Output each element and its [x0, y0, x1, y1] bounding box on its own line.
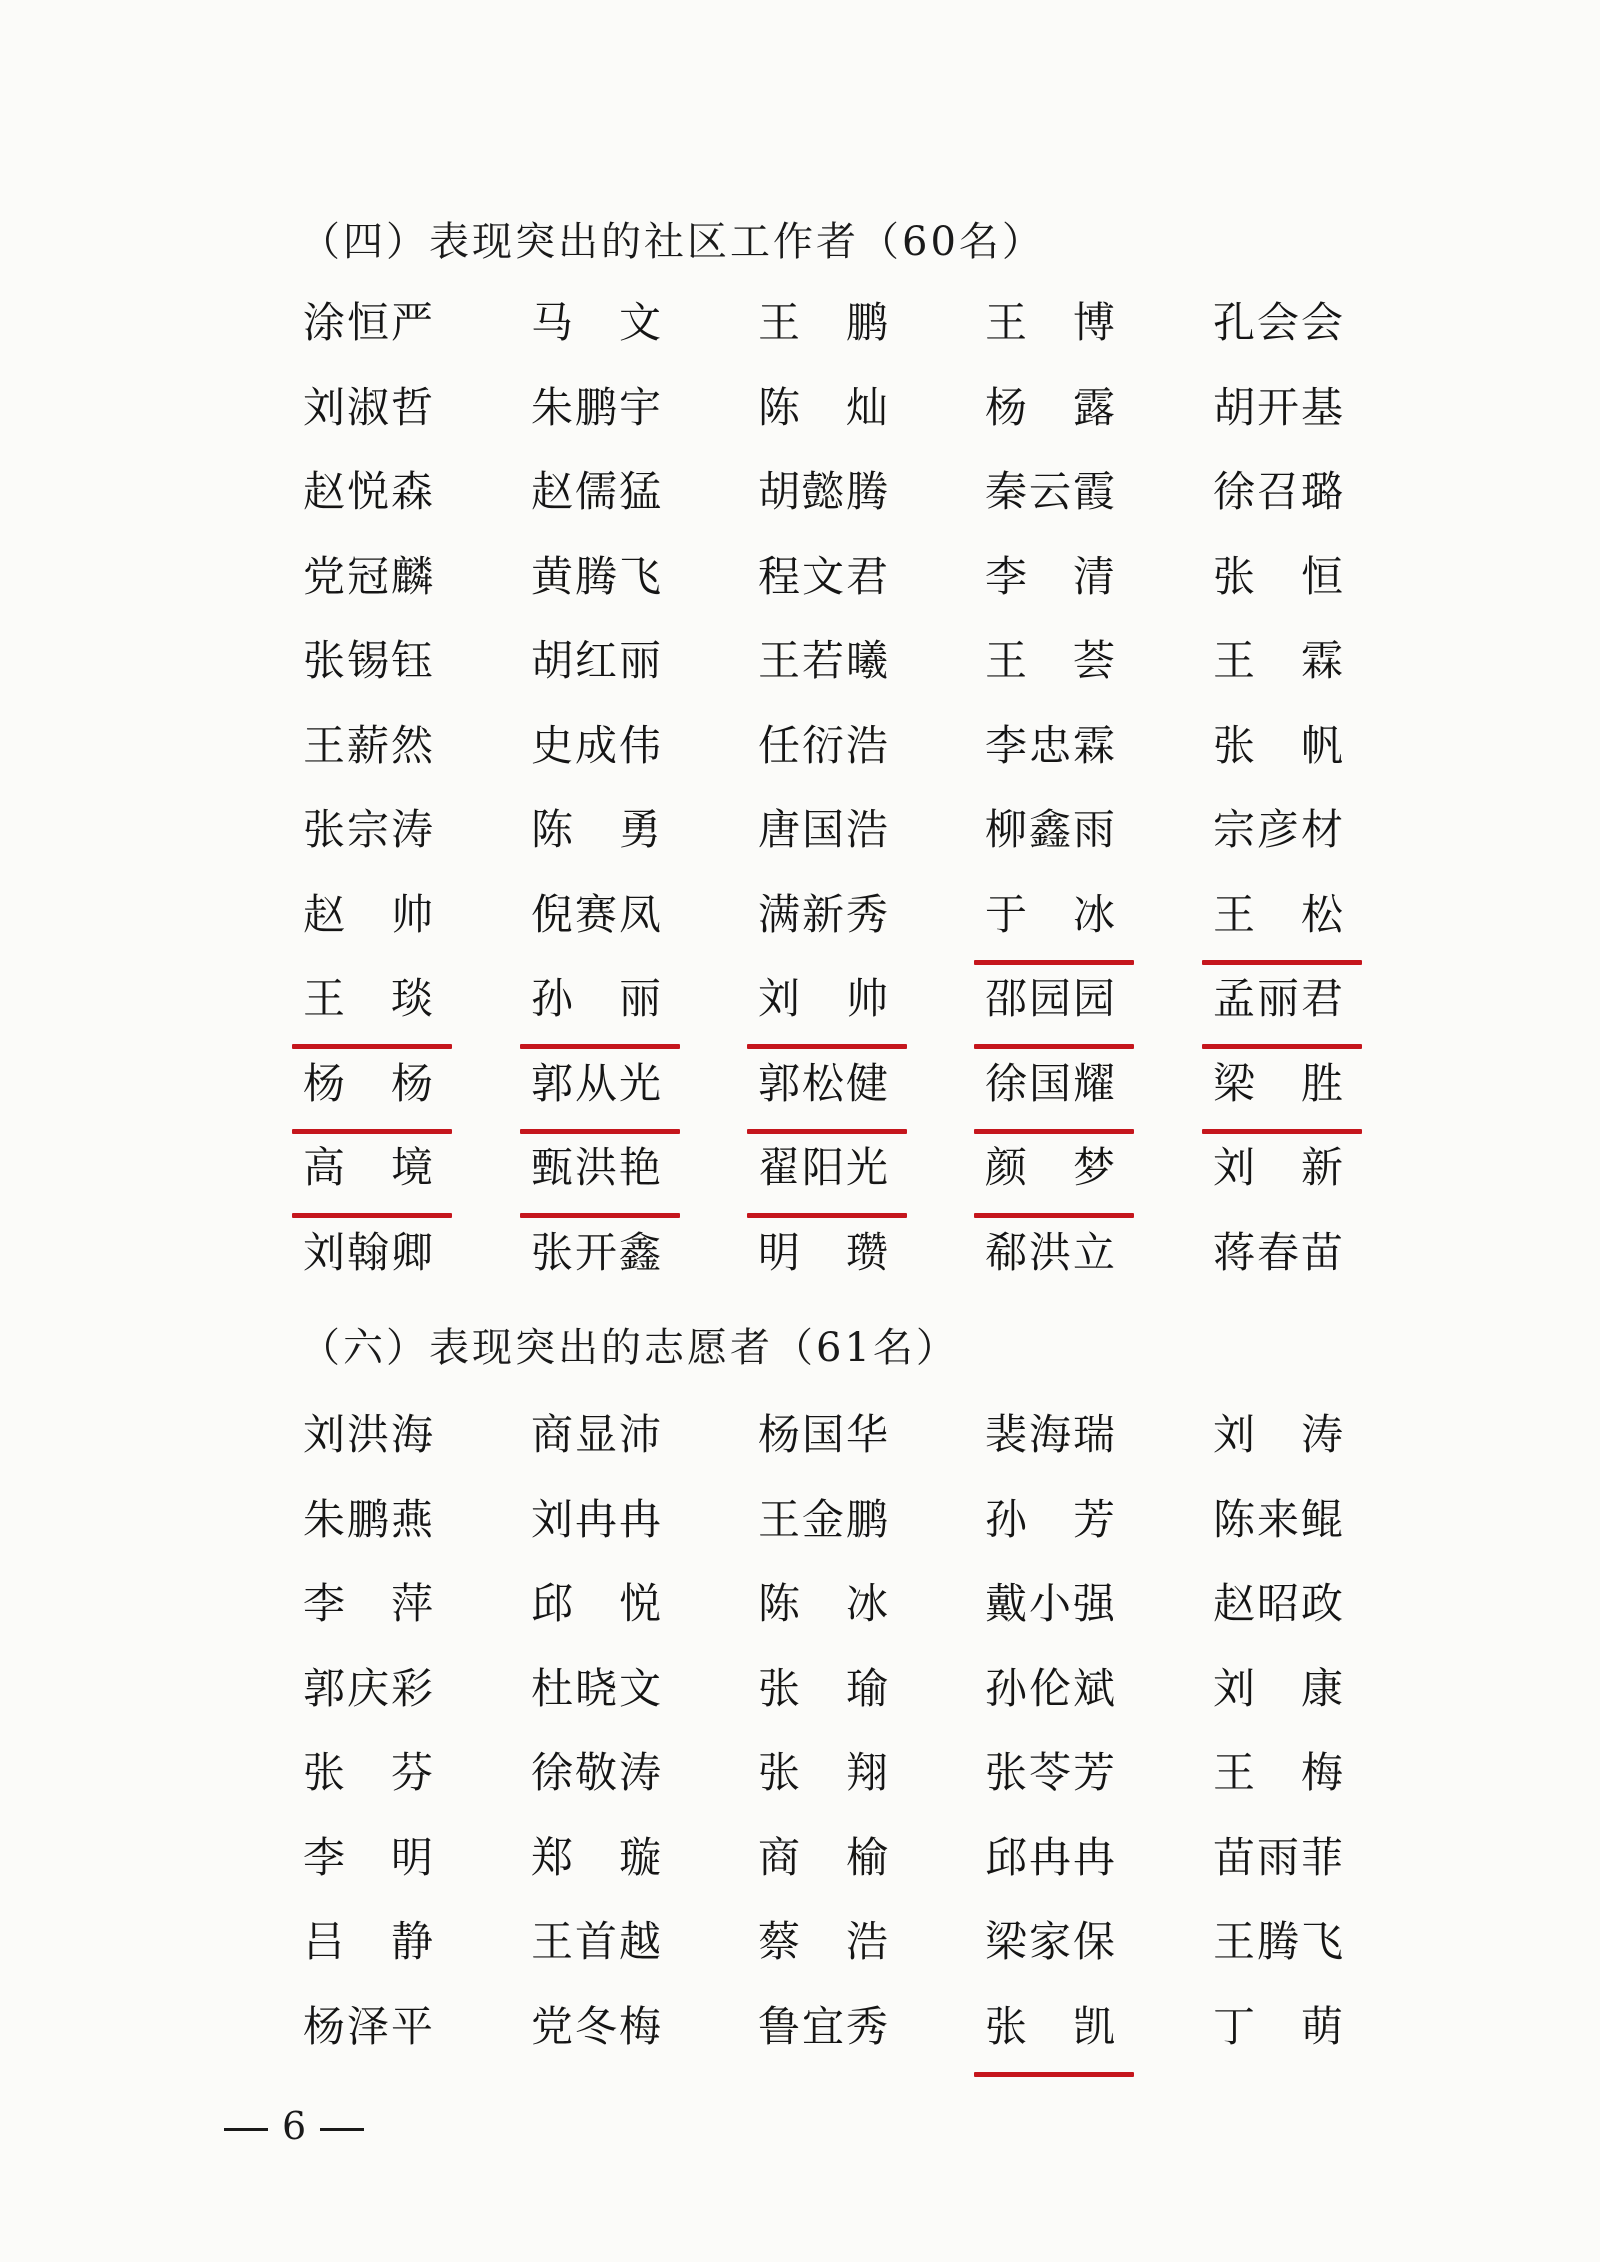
person-name: 李 清: [984, 551, 1115, 601]
person-name: 杨 国 华: [757, 1410, 888, 1459]
person-name: 孙 伦 斌: [984, 1663, 1115, 1713]
name-row: [0, 884, 1600, 968]
person-name: 杨 泽 平: [302, 2001, 433, 2051]
red-underline: [974, 1129, 1134, 1134]
person-name: 倪 赛 凤: [530, 889, 661, 939]
page-footer: [210, 2104, 378, 2148]
person-name: 王 若 曦: [757, 636, 888, 685]
person-name: 孙 丽: [528, 968, 664, 1030]
person-name: 刘 帅: [755, 968, 891, 1030]
person-name: 郗 洪 立: [984, 1227, 1115, 1277]
person-name: 苗 雨 菲: [1212, 1832, 1343, 1882]
person-name: 刘 涛: [1212, 1410, 1343, 1459]
person-name: 郭 庆 彩: [302, 1663, 433, 1713]
section-heading-community-workers: （四）表现突出的社区工作者（60名）: [300, 219, 1045, 265]
person-name: 朱 鹏 燕: [302, 1494, 433, 1544]
person-name: 胡 懿 腾: [757, 467, 888, 516]
person-name: 党 冠 麟: [302, 551, 433, 601]
person-name: 刘 新: [1212, 1143, 1343, 1192]
red-underline: [292, 1044, 452, 1049]
person-name: 李 忠 霖: [984, 720, 1115, 770]
person-name: 赵 儒 猛: [530, 467, 661, 516]
name-row: [0, 1404, 1600, 1488]
person-name: 商 显 沛: [530, 1410, 661, 1459]
person-name: 孟 丽 君: [1210, 968, 1346, 1030]
name-row: [0, 630, 1600, 714]
person-name: 杜 晓 文: [530, 1663, 661, 1713]
person-name: 明 瓒: [757, 1227, 888, 1277]
person-name: 党 冬 梅: [530, 2001, 661, 2051]
person-name: 张 凯: [982, 1996, 1118, 2058]
person-name: 唐 国 浩: [757, 805, 888, 854]
page-number: 6: [282, 2104, 307, 2148]
person-name: 丁 萌: [1212, 2001, 1343, 2051]
person-name: 杨 露: [984, 382, 1115, 432]
red-underline: [1202, 1129, 1362, 1134]
person-name: 王 霖: [1212, 636, 1343, 685]
name-row: [0, 1996, 1600, 2080]
person-name: 蒋 春 苗: [1212, 1227, 1343, 1277]
person-name: 颜 梦: [982, 1137, 1118, 1199]
person-name: 梁 家 保: [984, 1917, 1115, 1966]
person-name: 王 鹏: [757, 298, 888, 347]
red-underline: [974, 960, 1134, 965]
person-name: 陈 冰: [757, 1579, 888, 1628]
name-row: [0, 968, 1600, 1052]
person-name: 王 首 越: [530, 1917, 661, 1966]
person-name: 张 瑜: [757, 1663, 888, 1713]
name-row: [0, 1489, 1600, 1573]
name-row: [0, 1053, 1600, 1137]
person-name: 张 开 鑫: [530, 1227, 661, 1277]
person-name: 程 文 君: [757, 551, 888, 601]
person-name: 赵 帅: [302, 889, 433, 939]
person-name: 蔡 浩: [757, 1917, 888, 1966]
person-name: 戴 小 强: [984, 1579, 1115, 1628]
name-row: [0, 546, 1600, 630]
person-name: 柳 鑫 雨: [984, 805, 1115, 854]
person-name: 陈 来 鲲: [1212, 1494, 1343, 1544]
person-name: 张 翔: [757, 1748, 888, 1797]
name-row: [0, 1911, 1600, 1995]
red-underline: [292, 1129, 452, 1134]
person-name: 史 成 伟: [530, 720, 661, 770]
person-name: 任 衍 浩: [757, 720, 888, 770]
person-name: 郑 璇: [530, 1832, 661, 1882]
red-underline: [747, 1213, 907, 1218]
person-name: 裴 海 瑞: [984, 1410, 1115, 1459]
name-row: [0, 1222, 1600, 1306]
person-name: 涂 恒 严: [302, 298, 433, 347]
person-name: 陈 灿: [757, 382, 888, 432]
person-name: 于 冰: [982, 884, 1118, 946]
person-name: 王 金 鹏: [757, 1494, 888, 1544]
person-name: 刘 康: [1212, 1663, 1343, 1713]
person-name: 胡 红 丽: [530, 636, 661, 685]
person-name: 刘 淑 哲: [302, 382, 433, 432]
person-name: 鲁 宜 秀: [757, 2001, 888, 2051]
person-name: 张 恒: [1212, 551, 1343, 601]
person-name: 赵 悦 森: [302, 467, 433, 516]
red-underline: [974, 1044, 1134, 1049]
person-name: 张 芬: [302, 1748, 433, 1797]
person-name: 满 新 秀: [757, 889, 888, 939]
footer-dash-left: [224, 2128, 268, 2131]
person-name: 王 松: [1210, 884, 1346, 946]
person-name: 郭 松 健: [755, 1053, 891, 1115]
person-name: 陈 勇: [530, 805, 661, 854]
name-row: [0, 377, 1600, 461]
person-name: 商 榆: [757, 1832, 888, 1882]
person-name: 宗 彦 材: [1212, 805, 1343, 854]
person-name: 徐 国 耀: [982, 1053, 1118, 1115]
red-underline: [747, 1044, 907, 1049]
red-underline: [1202, 960, 1362, 965]
section-heading-volunteers: （六）表现突出的志愿者（61名）: [300, 1325, 959, 1371]
red-underline: [747, 1129, 907, 1134]
person-name: 王 荟: [984, 636, 1115, 685]
person-name: 孔 会 会: [1212, 298, 1343, 347]
red-underline: [520, 1044, 680, 1049]
person-name: 邱 悦: [530, 1579, 661, 1628]
person-name: 高 境: [300, 1137, 436, 1199]
person-name: 张 锡 钰: [302, 636, 433, 685]
name-row: [0, 1827, 1600, 1911]
person-name: 徐 敬 涛: [530, 1748, 661, 1797]
person-name: 孙 芳: [984, 1494, 1115, 1544]
red-underline: [520, 1213, 680, 1218]
person-name: 刘 翰 卿: [302, 1227, 433, 1277]
person-name: 王 琰: [300, 968, 436, 1030]
person-name: 李 明: [302, 1832, 433, 1882]
red-underline: [292, 1213, 452, 1218]
person-name: 徐 召 璐: [1212, 467, 1343, 516]
name-row: [0, 715, 1600, 799]
name-row: [0, 1137, 1600, 1221]
name-row: [0, 1573, 1600, 1657]
red-underline: [520, 1129, 680, 1134]
person-name: 朱 鹏 宇: [530, 382, 661, 432]
red-underline: [974, 2072, 1134, 2077]
name-row: [0, 799, 1600, 883]
person-name: 秦 云 霞: [984, 467, 1115, 516]
person-name: 王 腾 飞: [1212, 1917, 1343, 1966]
name-row: [0, 1658, 1600, 1742]
person-name: 刘 洪 海: [302, 1410, 433, 1459]
person-name: 李 萍: [302, 1579, 433, 1628]
person-name: 吕 静: [302, 1917, 433, 1966]
name-row: [0, 292, 1600, 376]
person-name: 王 梅: [1212, 1748, 1343, 1797]
person-name: 梁 胜: [1210, 1053, 1346, 1115]
person-name: 郭 从 光: [528, 1053, 664, 1115]
name-row: [0, 461, 1600, 545]
person-name: 甄 洪 艳: [528, 1137, 664, 1199]
person-name: 马 文: [530, 298, 661, 347]
person-name: 邵 园 园: [982, 968, 1118, 1030]
footer-dash-right: [320, 2128, 364, 2131]
person-name: 赵 昭 政: [1212, 1579, 1343, 1628]
person-name: 王 薪 然: [302, 720, 433, 770]
name-row: [0, 1742, 1600, 1826]
person-name: 黄 腾 飞: [530, 551, 661, 601]
person-name: 王 博: [984, 298, 1115, 347]
person-name: 张 宗 涛: [302, 805, 433, 854]
person-name: 邱 冉 冉: [984, 1832, 1115, 1882]
person-name: 胡 开 基: [1212, 382, 1343, 432]
person-name: 张 帆: [1212, 720, 1343, 770]
person-name: 翟 阳 光: [755, 1137, 891, 1199]
person-name: 杨 杨: [300, 1053, 436, 1115]
red-underline: [1202, 1044, 1362, 1049]
person-name: 张 苓 芳: [984, 1748, 1115, 1797]
red-underline: [974, 1213, 1134, 1218]
person-name: 刘 冉 冉: [530, 1494, 661, 1544]
